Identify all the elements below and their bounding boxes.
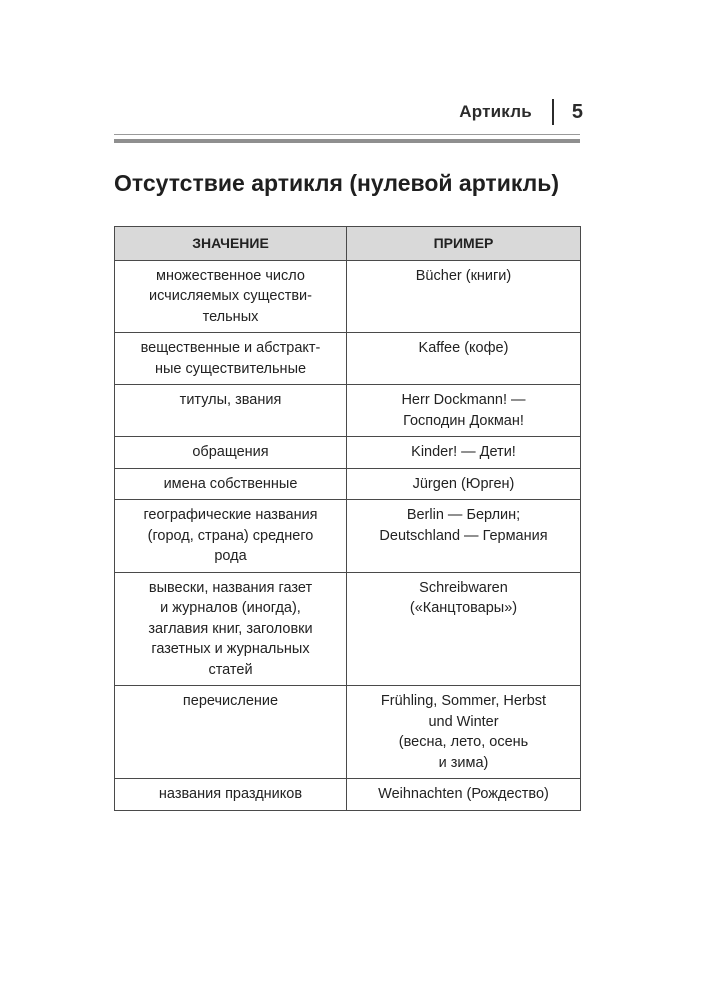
cell-line: und Winter: [428, 713, 499, 730]
cell-line: статей: [208, 661, 253, 678]
table-row: [115, 385, 581, 437]
meaning-cell: [115, 779, 347, 811]
cell-line: (город, страна) среднего: [147, 527, 314, 544]
cell-line: вещественные и абстракт-: [140, 340, 321, 356]
cell-line: Bücher (книги): [415, 267, 512, 284]
cell-line: и зима): [438, 754, 489, 771]
meaning-cell: [115, 572, 347, 686]
table-row: [115, 437, 581, 469]
meaning-cell: [115, 437, 347, 469]
cell-line: заглавия книг, заголовки: [148, 620, 313, 637]
article-table: [114, 226, 581, 811]
example-cell: [347, 385, 581, 437]
cell-line: исчисляемых существи-: [149, 288, 312, 304]
cell-line: обращения: [192, 444, 269, 460]
header-separator: [552, 99, 554, 125]
cell-line: и журналов (иногда),: [160, 600, 301, 616]
cell-line: перечисление: [182, 693, 279, 709]
cell-line: Frühling, Sommer, Herbst: [380, 693, 547, 709]
meaning-cell: [115, 385, 347, 437]
header-rule-thick: [114, 139, 580, 143]
cell-line: вывески, названия газет: [148, 579, 313, 596]
meaning-cell: [115, 500, 347, 573]
meaning-cell: [115, 686, 347, 779]
table-row: [115, 260, 581, 333]
example-cell: [347, 468, 581, 500]
meaning-cell: [115, 333, 347, 385]
cell-line: рода: [214, 548, 247, 564]
meaning-cell: [115, 260, 347, 333]
table-row: [115, 779, 581, 811]
section-title: Артикль: [459, 102, 532, 121]
table-body: [115, 260, 581, 810]
column-header-example: ПРИМЕР: [347, 227, 581, 261]
cell-line: названия праздников: [158, 786, 303, 802]
cell-line: (весна, лето, осень: [398, 734, 529, 750]
cell-line: Deutschland — Германия: [379, 527, 548, 544]
example-cell: [347, 333, 581, 385]
cell-line: ные существительные: [154, 360, 307, 377]
table-row: [115, 333, 581, 385]
example-cell: [347, 572, 581, 686]
cell-line: Kinder! — Дети!: [411, 444, 516, 460]
table-row: [115, 468, 581, 500]
example-cell: [347, 779, 581, 811]
page-title: Отсутствие артикля (нулевой артикль): [114, 170, 560, 196]
cell-line: Schreibwaren: [419, 579, 508, 596]
page-number: 5: [571, 100, 583, 123]
running-head: [420, 96, 583, 128]
table-header-row: [115, 227, 581, 261]
table-row: [115, 500, 581, 573]
cell-line: имена собственные: [163, 475, 298, 492]
cell-line: множественное число: [156, 267, 305, 284]
cell-line: географические названия: [143, 507, 318, 523]
cell-line: тельных: [202, 308, 259, 325]
example-cell: [347, 686, 581, 779]
table-row: [115, 572, 581, 686]
cell-line: Berlin — Берлин;: [406, 507, 521, 523]
header-rule-thin: [114, 134, 580, 135]
example-cell: [347, 260, 581, 333]
cell-line: Weihnachten (Рождество): [378, 786, 549, 802]
cell-line: газетных и журнальных: [151, 641, 310, 657]
cell-line: Jürgen (Юрген): [412, 475, 515, 492]
example-cell: [347, 500, 581, 573]
cell-line: («Канцтовары»): [409, 600, 518, 616]
cell-line: Herr Dockmann! —: [401, 392, 526, 408]
meaning-cell: [115, 468, 347, 500]
cell-line: Kaffee (кофе): [418, 340, 509, 356]
example-cell: [347, 437, 581, 469]
column-header-meaning: ЗНАЧЕНИЕ: [115, 227, 347, 261]
table-row: [115, 686, 581, 779]
cell-line: титулы, звания: [179, 392, 282, 408]
cell-line: Господин Докман!: [403, 412, 524, 429]
